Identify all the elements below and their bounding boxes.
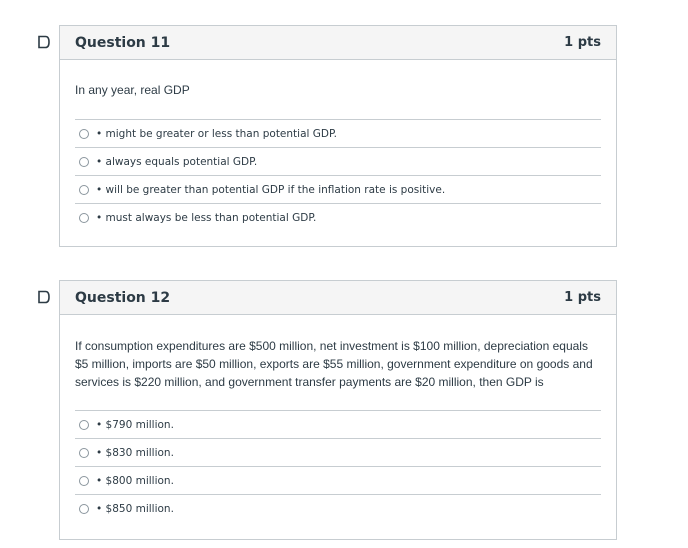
radio-button[interactable] [79, 213, 89, 223]
question-header [60, 26, 616, 60]
question-text: If consumption expenditures are $500 million, net investment is $100 million, depreciation equals $5 million, imports are $50 million, exports are $55 million, government expenditure on goods and services is $220 million, and government transfer payments are $20 million, then GDP is [75, 339, 593, 389]
radio-button[interactable] [79, 157, 89, 167]
answer-list [75, 119, 601, 232]
answer-label: • $790 million. [96, 418, 174, 431]
radio-button[interactable] [79, 129, 89, 139]
answer-option[interactable] [75, 204, 601, 232]
radio-button[interactable] [79, 476, 89, 486]
answer-label: • might be greater or less than potential GDP. [96, 127, 338, 140]
question-12-card [59, 280, 617, 540]
answer-label: • $850 million. [96, 503, 174, 515]
answer-option[interactable] [75, 467, 601, 495]
radio-button[interactable] [79, 504, 89, 514]
answer-label: • always equals potential GDP. [96, 155, 258, 168]
question-title: Question 11 [75, 34, 171, 51]
question-points: 1 pts [564, 35, 601, 50]
answer-label: • will be greater than potential GDP if the inflation rate is positive. [96, 183, 446, 196]
answer-option[interactable] [75, 439, 601, 467]
question-body [60, 315, 616, 523]
answer-option[interactable] [75, 411, 601, 439]
answer-label: • must always be less than potential GDP. [96, 212, 317, 224]
question-header [60, 281, 616, 315]
flag-question-icon[interactable] [37, 290, 51, 304]
answer-option[interactable] [75, 148, 601, 176]
answer-label: • $830 million. [96, 446, 174, 459]
flag-question-icon[interactable] [37, 35, 51, 49]
question-points: 1 pts [564, 290, 601, 305]
answer-list [75, 410, 601, 523]
answer-option[interactable] [75, 176, 601, 204]
radio-button[interactable] [79, 185, 89, 195]
answer-label: • $800 million. [96, 474, 174, 487]
radio-button[interactable] [79, 448, 89, 458]
question-title: Question 12 [75, 289, 171, 306]
answer-option[interactable] [75, 120, 601, 148]
question-11-card [59, 25, 617, 247]
radio-button[interactable] [79, 420, 89, 430]
answer-option[interactable] [75, 495, 601, 523]
question-text: In any year, real GDP [75, 83, 190, 97]
question-body [60, 60, 616, 232]
